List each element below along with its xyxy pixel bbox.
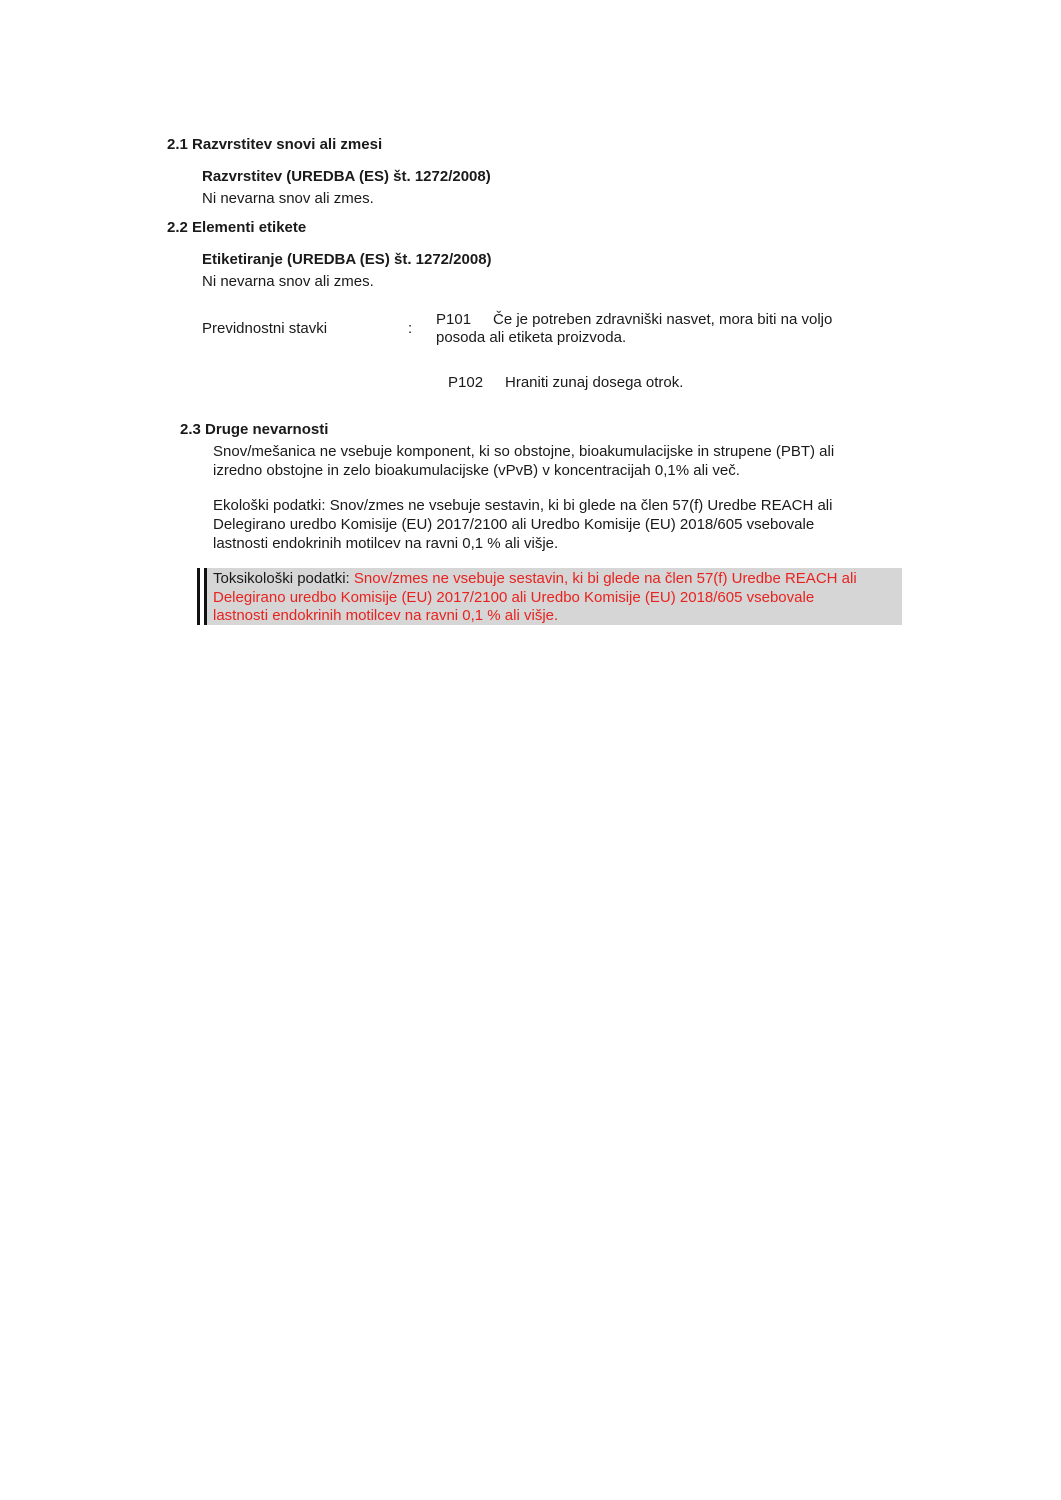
statement-text-p101: Če je potreben zdravniški nasvet, mora biti na voljo: [493, 311, 833, 328]
statement-text-p101-cont: posoda ali etiketa proizvoda.: [436, 329, 627, 346]
change-bar-outer: [197, 568, 200, 625]
section-heading-2-2: 2.2 Elementi etikete: [167, 219, 307, 236]
pbt-paragraph-line-1: Snov/mešanica ne vsebuje komponent, ki so obstojne, bioakumulacijske in strupene (PBT) ali: [213, 443, 835, 460]
classification-text: Ni nevarna snov ali zmes.: [202, 190, 374, 207]
tox-paragraph-line-1: [213, 570, 857, 587]
statement-text-p102: Hraniti zunaj dosega otrok.: [505, 374, 684, 391]
statement-code-p101: P101: [436, 311, 472, 328]
section-heading-2-3: 2.3 Druge nevarnosti: [180, 421, 329, 438]
classification-subheading: Razvrstitev (UREDBA (ES) št. 1272/2008): [202, 168, 491, 185]
precautionary-colon: :: [408, 320, 413, 337]
statement-code-p102: P102: [448, 374, 484, 391]
precautionary-statements-label: Previdnostni stavki: [202, 320, 328, 337]
labelling-text: Ni nevarna snov ali zmes.: [202, 273, 374, 290]
tox-paragraph-line-2: Delegirano uredbo Komisije (EU) 2017/2100 ali Uredbo Komisije (EU) 2018/605 vsebovale: [213, 589, 815, 606]
tox-paragraph-line-3: lastnosti endokrinih motilcev na ravni 0,1 % ali višje.: [213, 607, 559, 624]
tox-text-line-1: Snov/zmes ne vsebuje sestavin, ki bi glede na člen 57(f) Uredbe REACH ali: [353, 570, 857, 587]
eco-paragraph-line-1: Ekološki podatki: Snov/zmes ne vsebuje sestavin, ki bi glede na člen 57(f) Uredbe REACH ali: [213, 497, 833, 514]
labelling-subheading: Etiketiranje (UREDBA (ES) št. 1272/2008): [202, 251, 492, 268]
eco-paragraph-line-2: Delegirano uredbo Komisije (EU) 2017/2100 ali Uredbo Komisije (EU) 2018/605 vsebovale: [213, 516, 815, 533]
tox-label: Toksikološki podatki:: [213, 570, 354, 587]
section-heading-2-1: 2.1 Razvrstitev snovi ali zmesi: [167, 136, 383, 153]
pbt-paragraph-line-2: izredno obstojne in zelo bioakumulacijske (vPvB) v koncentracijah 0,1% ali več.: [213, 462, 740, 479]
eco-paragraph-line-3: lastnosti endokrinih motilcev na ravni 0,1 % ali višje.: [213, 535, 559, 552]
